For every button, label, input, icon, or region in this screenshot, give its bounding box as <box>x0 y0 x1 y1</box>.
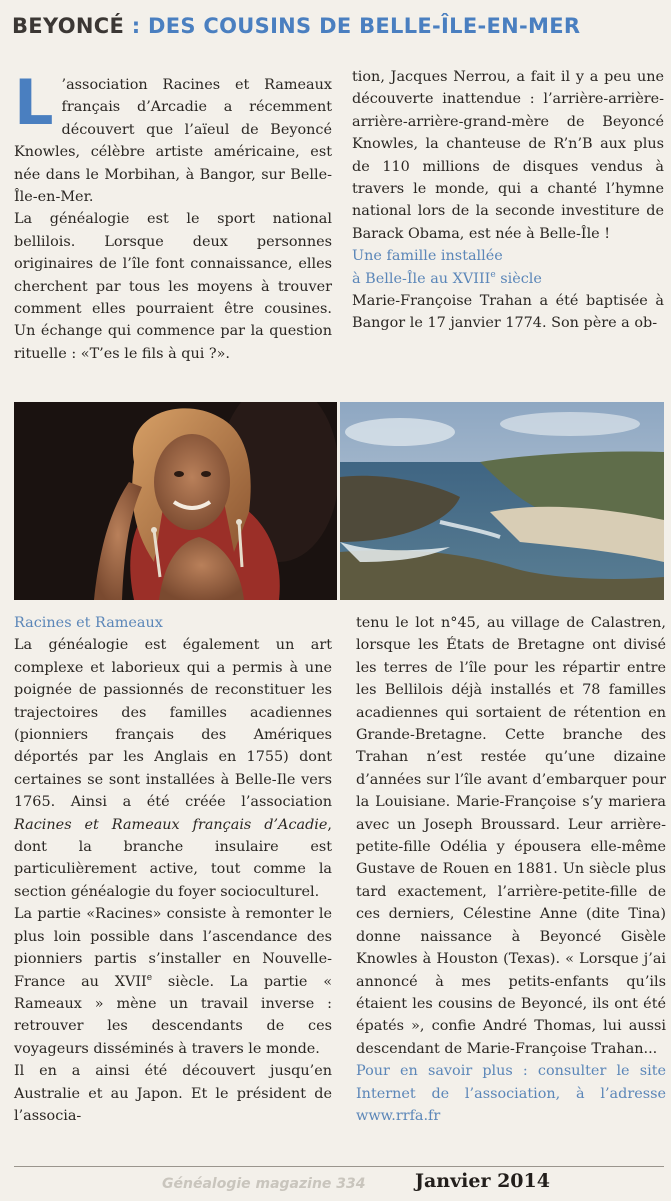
coastline-photo <box>340 402 664 600</box>
headline-colon: : <box>124 14 149 38</box>
section-subhead-racines: Racines et Rameaux <box>14 615 163 631</box>
footer-date: Janvier 2014 <box>415 1170 550 1192</box>
racines-text-b: siècle. La partie « Rameaux » mène un travail inverse : retrouver les descendants de ces voyageurs disséminés à travers le monde. <box>14 973 332 1057</box>
racines-paragraph <box>14 903 332 1060</box>
association-name: Racines et Rameaux français d’Acadie <box>14 816 328 833</box>
racines-text-a: La partie «Racines» consiste à remonter le plus loin possible dans l’ascendance des pionniers partis s’installer en Nouvelle-France au XVII <box>14 906 332 990</box>
racines-sup: e <box>146 972 153 983</box>
subhead-line-2-pre: à Belle-Île au XVIII <box>352 270 491 287</box>
discovery-paragraph: Il en a ainsi été découvert jusqu’en Australie et au Japon. Et le président de l’associa- <box>14 1063 332 1124</box>
article-headline <box>12 14 662 38</box>
baptism-paragraph: Marie-Françoise Trahan a été baptisée à Bangor le 17 janvier 1774. Son père a ob- <box>352 293 664 332</box>
section-subhead-family <box>352 245 664 290</box>
bottom-left-column <box>14 612 332 1127</box>
top-right-column <box>352 66 664 335</box>
trahan-paragraph: tenu le lot n°45, au village de Calastren, lorsque les États de Bretagne ont divisé les terres de l’île pour les répartir entre les Bellilois déjà installés et 78 familles acadiennes qui sortaient de rétention en Grande-Bretagne. Cette branche des Trahan n’est restée qu’une dizaine d’années sur l’île avant d’embarquer pour la Louisiane. Marie-Françoise s’y mariera avec un Joseph Broussard. Leur arrière-petite-fille Odélia y épousera elle-même Gustave de Rouen en 1881. Un siècle plus tard exactement, l’arrière-petite-fille de ces derniers, Célestine Anne (dite Tina) donne naissance à Beyoncé Gisèle Knowles à Houston (Texas). « Lorsque j’ai annoncé à mes petits-enfants qu’ils étaient les cousins de Beyoncé, ils ont été épatés », confie André Thomas, lui aussi descendant de Marie-Françoise Trahan... <box>356 615 666 1057</box>
drop-cap: L <box>14 66 54 139</box>
intro-column <box>14 66 332 365</box>
subhead-line-2-sup: e <box>490 269 496 280</box>
coastline-illustration <box>340 402 664 600</box>
subhead-line-2-post: siècle <box>495 270 542 287</box>
genealogy-text-b: , dont la branche insulaire est particulièrement active, tout comme la section généalogie du foyer socioculturel. <box>14 816 332 900</box>
intro-paragraph <box>14 66 332 208</box>
intro-text: ’association Racines et Rameaux français d’Arcadie a récemment découvert que l’aïeul de Beyoncé Knowles, célèbre artiste américaine, est née dans le Morbihan, à Bangor, sur Belle-Île-en-Mer. <box>14 77 332 206</box>
genealogy-paragraph <box>14 634 332 903</box>
genealogy-text-a: La généalogie est également un art complexe et laborieux qui a permis à une poignée de passionnés de reconstituer les trajectoires des familles acadiennes (pionniers français des Amériques déportés par les Anglais en 1755) dont certaines se sont installées à Belle-Ile vers 1765. Ainsi a été créée l’association <box>14 637 332 811</box>
footer-magazine: Généalogie magazine 334 <box>162 1176 366 1192</box>
footer-divider <box>14 1166 664 1167</box>
more-info-note[interactable]: Pour en savoir plus : consulter le site Internet de l’association, à l’adresse www.rrfa.fr <box>356 1063 666 1124</box>
intro-paragraph-2: La généalogie est le sport national bellilois. Lorsque deux personnes originaires de l’île font connaissance, elles cherchent par tous les moyens à trouver comment elles pourraient être cousines. Un échange qui commence par la question rituelle : «T’es le fils à qui ?». <box>14 211 332 362</box>
portrait-illustration <box>14 402 337 600</box>
bottom-right-column <box>356 612 666 1127</box>
subhead-line-1: Une famille installée <box>352 248 503 265</box>
continuation-paragraph: tion, Jacques Nerrou, a fait il y a peu une découverte inattendue : l’arrière-arrière-arrière-arrière-grand-mère de Beyoncé Knowles, la chanteuse de R’n’B aux plus de 110 millions de disques vendus à travers le monde, qui a chanté l’hymne national lors de la seconde investiture de Barack Obama, est née à Belle-Île ! <box>352 69 664 242</box>
headline-title: DES COUSINS DE BELLE-ÎLE-EN-MER <box>148 14 581 38</box>
portrait-photo <box>14 402 337 600</box>
headline-name: BEYONCÉ <box>12 14 125 38</box>
